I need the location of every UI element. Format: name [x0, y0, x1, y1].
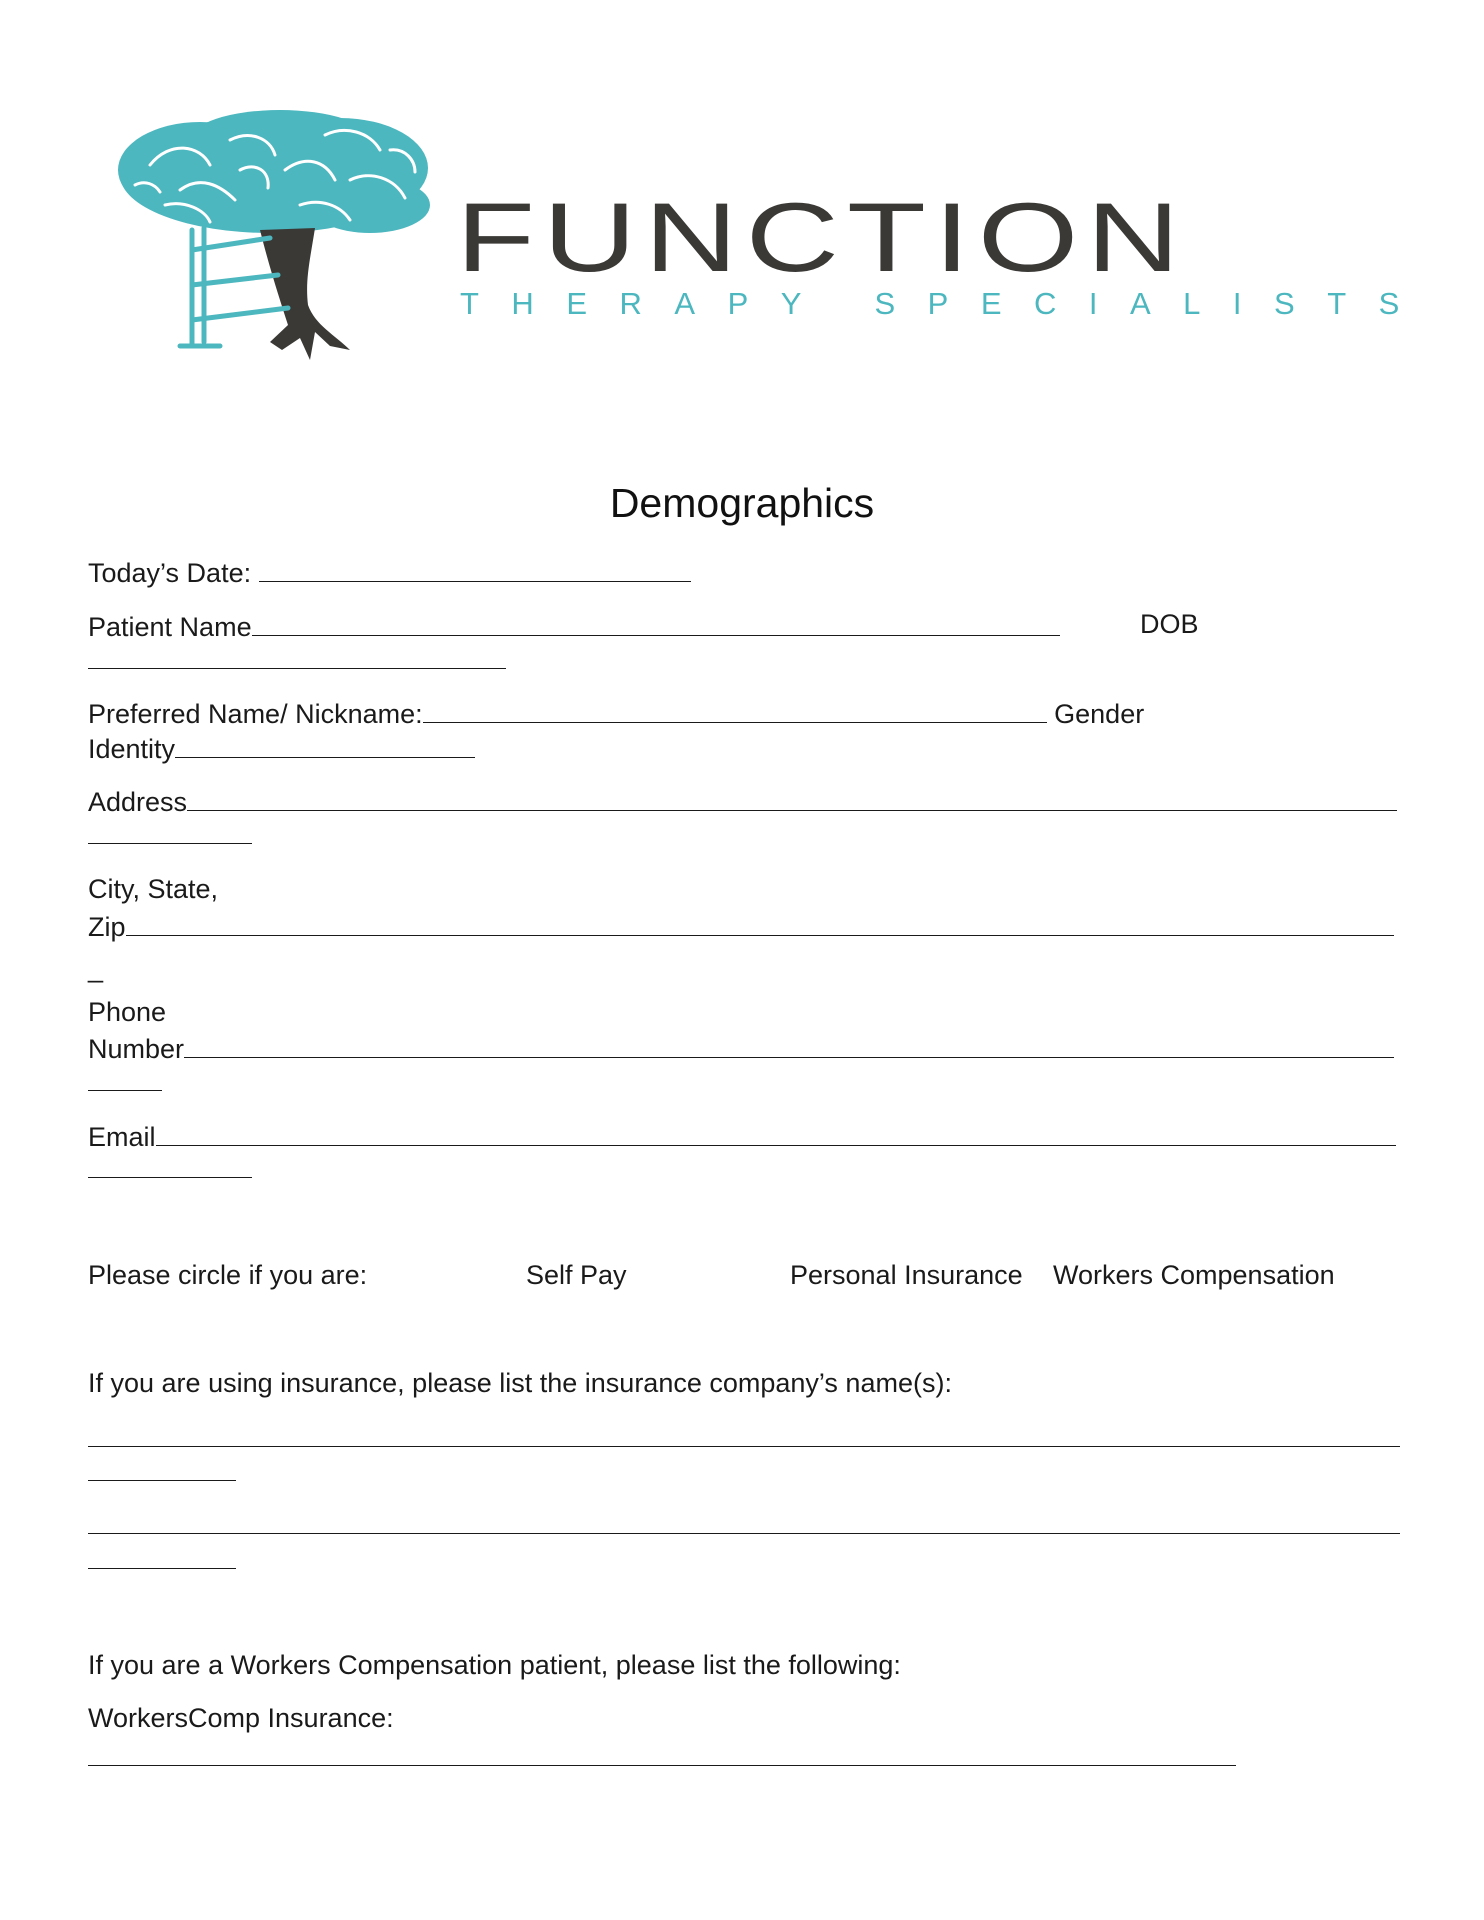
number-label: Number — [88, 1034, 185, 1064]
preferred-name-label: Preferred Name/ Nickname: — [88, 699, 423, 729]
email-label: Email — [88, 1122, 156, 1152]
form-title: Demographics — [609, 480, 875, 526]
brand-tagline: THERAPY SPECIALISTS — [460, 286, 1432, 321]
phone-number-blank-continued[interactable] — [88, 1090, 162, 1091]
insurance-line-1[interactable] — [88, 1446, 1400, 1447]
city-state-label: City, State, — [88, 874, 219, 904]
zip-dash: _ — [88, 953, 104, 983]
identity-label: Identity — [88, 734, 176, 764]
zip-row — [88, 911, 1394, 941]
address-blank-continued[interactable] — [88, 843, 252, 844]
phone-number-blank[interactable] — [184, 1033, 1394, 1058]
brain-tree-icon — [110, 110, 440, 370]
dob-label: DOB — [1140, 609, 1199, 639]
identity-row — [88, 733, 475, 763]
insurance-line-2[interactable] — [88, 1533, 1400, 1534]
payment-prompt: Please circle if you are: — [88, 1260, 368, 1290]
dob-blank[interactable] — [88, 668, 506, 669]
zip-label: Zip — [88, 912, 126, 942]
email-blank-continued[interactable] — [88, 1177, 252, 1178]
address-label: Address — [88, 787, 188, 817]
option-self-pay[interactable]: Self Pay — [526, 1260, 627, 1290]
phone-label: Phone — [88, 997, 167, 1027]
option-personal-insurance[interactable]: Personal Insurance — [790, 1260, 1023, 1290]
workers-comp-insurance-blank[interactable] — [88, 1765, 1236, 1766]
todays-date-row — [88, 557, 691, 587]
insurance-line-1-continued[interactable] — [88, 1480, 236, 1481]
address-blank[interactable] — [187, 786, 1397, 811]
insurance-prompt: If you are using insurance, please list the insurance company’s name(s): — [88, 1368, 952, 1398]
patient-name-blank[interactable] — [252, 611, 1060, 636]
workers-comp-prompt: If you are a Workers Compensation patient, please list the following: — [88, 1650, 901, 1680]
workers-comp-insurance-label: WorkersComp Insurance: — [88, 1703, 394, 1733]
preferred-name-blank[interactable] — [423, 698, 1047, 723]
address-row — [88, 786, 1397, 816]
todays-date-label: Today’s Date: — [88, 558, 259, 588]
phone-number-row — [88, 1033, 1394, 1063]
todays-date-blank[interactable] — [259, 557, 691, 582]
email-blank[interactable] — [156, 1121, 1396, 1146]
insurance-line-2-continued[interactable] — [88, 1568, 236, 1569]
brand-name: FUNCTION — [456, 182, 1188, 292]
patient-name-label: Patient Name — [88, 612, 252, 642]
city-state-zip-blank[interactable] — [126, 911, 1394, 936]
preferred-name-row — [88, 698, 1144, 728]
gender-identity-blank[interactable] — [175, 733, 475, 758]
option-workers-compensation[interactable]: Workers Compensation — [1053, 1260, 1335, 1290]
patient-name-row — [88, 611, 1060, 641]
email-row — [88, 1121, 1396, 1151]
gender-label: Gender — [1054, 699, 1145, 729]
